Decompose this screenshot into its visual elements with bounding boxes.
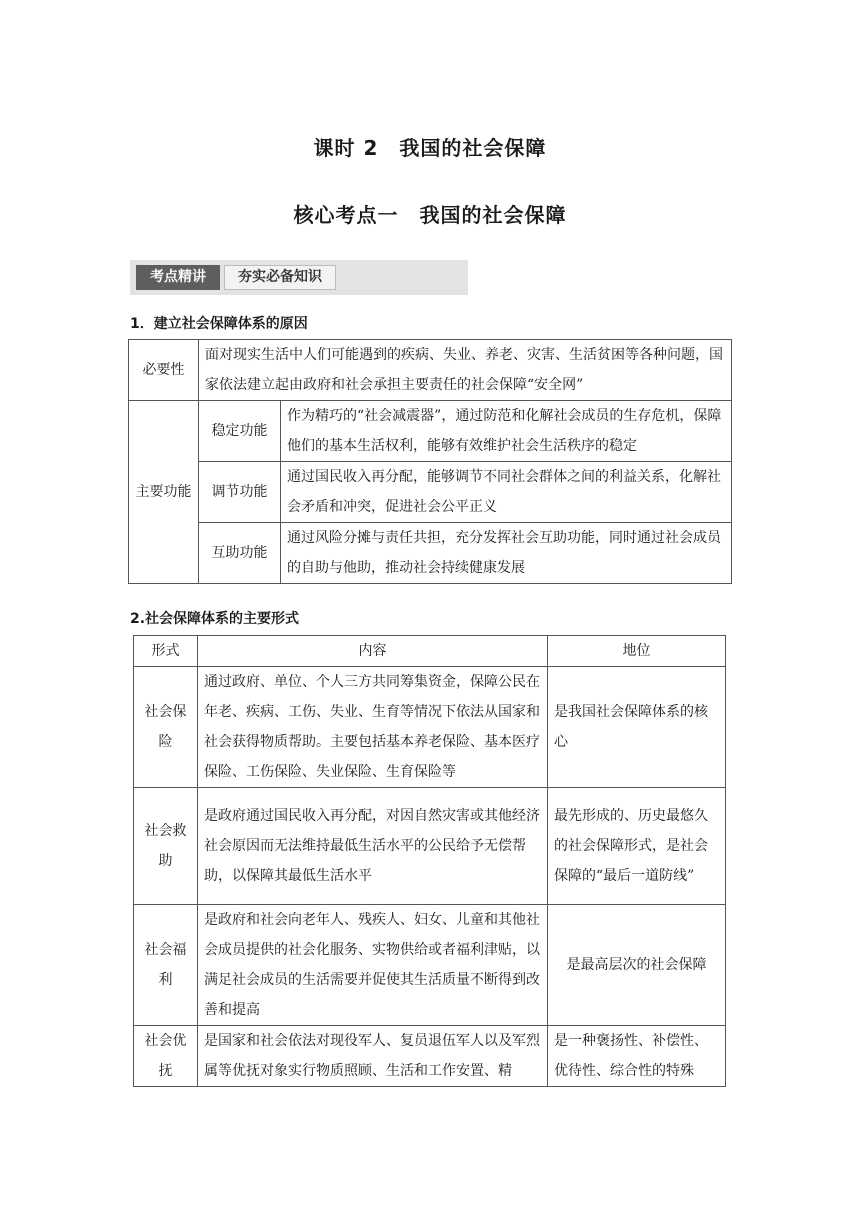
form-content: 通过政府、单位、个人三方共同筹集资金，保障公民在年老、疾病、工伤、失业、生育等情况下依法从国家和社会获得物质帮助。主要包括基本养老保险、基本医疗保险、工伤保险、失业保险、生育保险等	[198, 667, 548, 788]
banner-label-primary: 考点精讲	[136, 265, 220, 290]
table-row	[134, 1026, 726, 1087]
forms-table	[133, 635, 726, 1087]
form-content: 是政府和社会向老年人、残疾人、妇女、儿童和其他社会成员提供的社会化服务、实物供给或者福利津贴，以满足社会成员的生活需要并促使其生活质量不断得到改善和提高	[198, 905, 548, 1026]
table-row	[129, 462, 732, 523]
header-status: 地位	[548, 636, 726, 667]
form-name: 社会救助	[134, 788, 198, 905]
form-name: 社会保险	[134, 667, 198, 788]
table-row	[134, 788, 726, 905]
form-status: 是一种褒扬性、补偿性、优待性、综合性的特殊	[548, 1026, 726, 1087]
table-row	[129, 340, 732, 401]
banner-label-secondary: 夯实必备知识	[224, 265, 336, 290]
section-title: 核心考点一 我国的社会保障	[293, 203, 567, 227]
form-content: 是国家和社会依法对现役军人、复员退伍军人以及军烈属等优抚对象实行物质照顾、生活和工作安置、精	[198, 1026, 548, 1087]
heading-forms: 2.社会保障体系的主要形式	[130, 611, 300, 627]
form-name: 社会优抚	[134, 1026, 198, 1087]
necessity-label: 必要性	[129, 340, 199, 401]
form-status: 是最高层次的社会保障	[548, 905, 726, 1026]
table-row	[129, 401, 732, 462]
heading-reasons: 1．建立社会保障体系的原因	[130, 316, 308, 332]
form-status: 是我国社会保障体系的核心	[548, 667, 726, 788]
function-name: 互助功能	[199, 523, 281, 584]
main-function-label: 主要功能	[129, 401, 199, 584]
form-name: 社会福利	[134, 905, 198, 1026]
header-form: 形式	[134, 636, 198, 667]
table-row	[134, 667, 726, 788]
header-content: 内容	[198, 636, 548, 667]
page-title: 课时 2 我国的社会保障	[313, 136, 547, 160]
function-text: 通过风险分摊与责任共担，充分发挥社会互助功能，同时通过社会成员的自助与他助，推动社会持续健康发展	[281, 523, 732, 584]
function-name: 稳定功能	[199, 401, 281, 462]
function-text: 通过国民收入再分配，能够调节不同社会群体之间的利益关系，化解社会矛盾和冲突，促进社会公平正义	[281, 462, 732, 523]
form-content: 是政府通过国民收入再分配，对因自然灾害或其他经济社会原因而无法维持最低生活水平的公民给予无偿帮助，以保障其最低生活水平	[198, 788, 548, 905]
table-header-row	[134, 636, 726, 667]
form-status: 最先形成的、历史最悠久的社会保障形式，是社会保障的“最后一道防线”	[548, 788, 726, 905]
necessity-text: 面对现实生活中人们可能遇到的疾病、失业、养老、灾害、生活贫困等各种问题，国家依法建立起由政府和社会承担主要责任的社会保障“安全网”	[199, 340, 732, 401]
function-name: 调节功能	[199, 462, 281, 523]
section-banner	[130, 260, 468, 295]
table-row	[134, 905, 726, 1026]
table-row	[129, 523, 732, 584]
function-text: 作为精巧的“社会减震器”，通过防范和化解社会成员的生存危机，保障他们的基本生活权利，能够有效维护社会生活秩序的稳定	[281, 401, 732, 462]
reasons-table	[128, 339, 732, 584]
